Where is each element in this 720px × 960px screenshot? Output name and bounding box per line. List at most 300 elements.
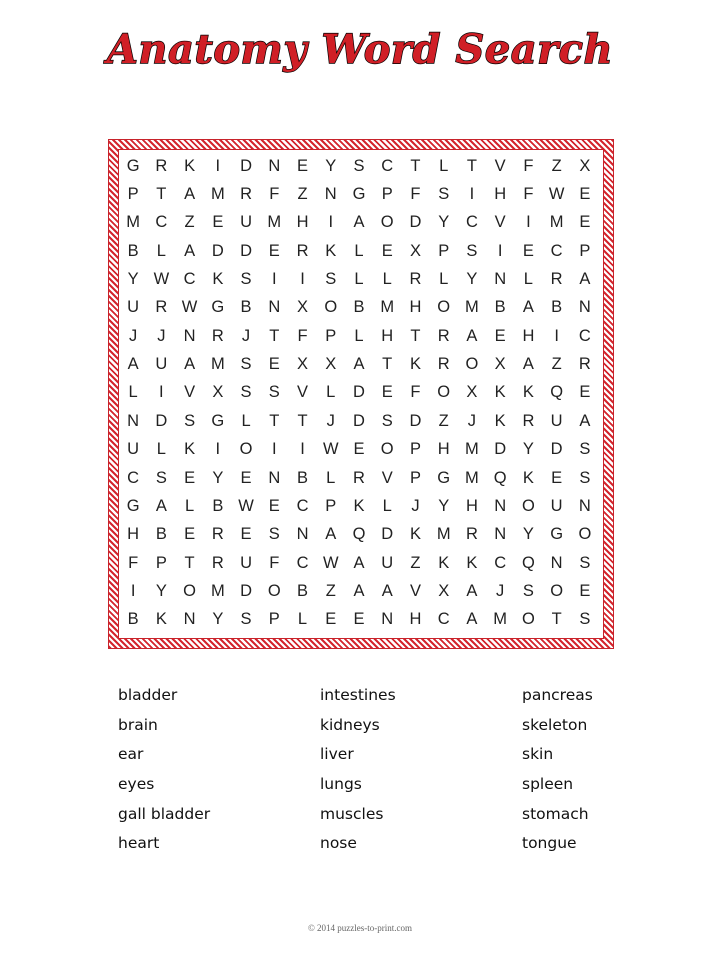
grid-letter: G [211,298,225,317]
grid-letter: U [127,440,140,459]
grid-letter: E [522,241,534,260]
grid-letter: M [436,525,451,544]
grid-letter: K [353,496,365,515]
grid-letter: I [469,185,475,204]
grid-letter: H [409,610,422,629]
grid-letter: Y [325,156,337,175]
grid-letter: N [183,326,196,345]
word-item: heart [118,834,160,853]
grid-letter: W [322,553,339,572]
grid-letter: S [325,270,337,289]
grid-letter: N [550,553,563,572]
grid-letter: R [578,355,591,374]
grid-letter: R [409,270,422,289]
grid-letter: K [494,383,506,402]
grid-letter: V [494,213,506,232]
grid-letter: S [240,270,252,289]
word-item: skin [522,745,554,764]
grid-letter: X [325,355,337,374]
grid-letter: Y [466,270,478,289]
grid-letter: G [550,525,564,544]
grid-letter: F [410,383,421,402]
grid-letter: P [325,326,337,345]
word-item: liver [320,745,354,764]
grid-letter: M [210,581,225,600]
grid-letter: E [240,525,252,544]
grid-letter: E [184,525,196,544]
grid-letter: P [325,496,337,515]
grid-letter: R [522,411,535,430]
grid-letter: J [241,326,251,345]
grid-letter: O [239,440,253,459]
grid-letter: X [438,581,450,600]
grid-letter: W [181,298,198,317]
grid-letter: H [409,298,422,317]
grid-letter: O [578,525,592,544]
grid-letter: E [212,213,224,232]
grid-letter: O [550,581,564,600]
grid-letter: N [268,298,281,317]
grid-letter: X [297,298,309,317]
grid-letter: A [184,241,196,260]
grid-letter: S [579,440,591,459]
grid-letter: K [184,156,196,175]
grid-letter: S [579,610,591,629]
grid-letter: D [240,156,253,175]
grid-letter: K [409,355,421,374]
grid-letter: F [297,326,308,345]
grid-letter: S [579,553,591,572]
grid-letter: A [522,355,534,374]
grid-letter: N [381,610,394,629]
grid-letter: Z [325,581,336,600]
grid-letter: E [268,496,280,515]
grid-letter: L [184,496,195,515]
grid-letter: L [354,326,364,345]
grid-letter: N [494,270,507,289]
grid-letter: Q [493,468,507,487]
word-item: gall bladder [118,804,211,823]
grid-letter: O [521,496,535,515]
grid-letter: N [324,185,337,204]
grid-letter: X [297,355,309,374]
grid-letter: M [210,185,225,204]
grid-letter: V [494,156,506,175]
grid-letter: L [439,270,449,289]
grid-letter: H [381,326,394,345]
grid-letter: A [127,355,139,374]
grid-letter: P [381,185,393,204]
grid-letter: D [211,241,224,260]
grid-letter: A [353,581,365,600]
grid-letter: M [493,610,508,629]
grid-letter: M [267,213,282,232]
grid-letter: G [211,411,225,430]
grid-letter: R [211,525,224,544]
word-item: tongue [522,834,577,853]
grid-letter: I [271,440,277,459]
grid-letter: I [215,156,221,175]
grid-letter: O [465,355,479,374]
grid-letter: Z [438,411,449,430]
grid-letter: R [155,156,168,175]
grid-letter: C [437,610,450,629]
grid-letter: I [130,581,136,600]
word-item: muscles [320,804,384,823]
grid-letter: E [579,185,591,204]
grid-letter: O [521,610,535,629]
grid-letter: F [410,185,421,204]
grid-letter: S [268,525,280,544]
grid-letter: S [240,610,252,629]
grid-letter: Y [522,440,534,459]
grid-letter: C [381,156,394,175]
grid-letter: R [437,355,450,374]
grid-letter: F [269,553,280,572]
grid-letter: U [550,496,563,515]
grid-letter: R [211,326,224,345]
grid-letter: S [381,411,393,430]
grid-letter: K [155,610,167,629]
grid-letter: D [353,383,365,402]
grid-letter: S [155,468,167,487]
grid-letter: U [550,411,563,430]
grid-letter: O [380,440,394,459]
grid-letter: R [465,525,478,544]
grid-letter: H [437,440,450,459]
word-item: stomach [522,804,589,823]
grid-letter: J [326,411,335,430]
grid-letter: O [267,581,281,600]
grid-letter: X [409,241,421,260]
grid-letter: S [240,383,252,402]
word-item: spleen [522,775,574,794]
grid-letter: L [439,156,449,175]
grid-letter: N [127,411,140,430]
word-item: lungs [320,775,362,794]
grid-letter: L [156,241,166,260]
grid-letter: E [353,610,365,629]
grid-letter: R [211,553,224,572]
word-item: nose [320,834,357,853]
grid-letter: L [156,440,166,459]
word-item: ear [118,745,144,764]
grid-letter: E [184,468,196,487]
grid-letter: L [128,383,138,402]
grid-letter: Q [521,553,535,572]
grid-letter: C [127,468,140,487]
word-list-column-3 [522,683,692,861]
grid-letter: Q [550,383,564,402]
grid-letter: J [128,326,138,345]
grid-letter: K [466,553,478,572]
word-list-column-1 [118,683,288,861]
grid-letter: M [210,355,225,374]
grid-letter: K [325,241,337,260]
grid-letter: R [353,468,365,487]
grid-letter: B [297,581,309,600]
grid-letter: K [212,270,224,289]
grid-letter: F [269,185,280,204]
grid-letter: H [522,326,535,345]
grid-letter: E [353,440,365,459]
grid-letter: A [184,185,196,204]
grid-letter: G [126,156,140,175]
word-item: brain [118,715,158,734]
grid-letter: Q [352,525,366,544]
grid-letter: Y [522,525,534,544]
grid-letter: E [551,468,563,487]
grid-letter: I [300,270,305,289]
grid-letter: E [268,241,280,260]
grid-letter: R [550,270,563,289]
word-list [118,683,638,863]
grid-letter: N [183,610,196,629]
grid-letter: J [411,496,420,515]
grid-letter: O [437,298,451,317]
grid-letter: I [328,213,334,232]
grid-letter: E [381,383,393,402]
grid-letter: T [269,411,280,430]
grid-letter: E [325,610,337,629]
grid-letter: W [238,496,254,515]
grid-letter: L [354,270,364,289]
grid-letter: N [268,468,281,487]
grid-letter: W [153,270,170,289]
grid-letter: A [522,298,534,317]
grid-letter: C [578,326,591,345]
grid-letter: N [578,496,591,515]
grid-letter: D [494,440,507,459]
grid-letter: Z [297,185,308,204]
grid-letter: V [409,581,421,600]
grid-letter: L [326,383,336,402]
grid-letter: Z [410,553,421,572]
grid-letter: B [127,610,139,629]
grid-letter: N [296,525,309,544]
grid-letter: T [297,411,308,430]
grid-letter: R [155,298,168,317]
grid-letter: D [381,525,394,544]
grid-letter: M [465,468,479,487]
grid-letter: U [155,355,168,374]
grid-letter: D [409,411,422,430]
word-item: intestines [320,686,396,704]
grid-letter: I [300,440,305,459]
grid-letter: C [550,241,563,260]
grid-letter: U [240,553,253,572]
grid-letter: Z [551,156,562,175]
grid-letter: J [157,326,166,345]
grid-letter: C [494,553,507,572]
grid-letter: D [550,440,563,459]
grid-letter: S [579,468,591,487]
grid-letter: P [268,610,280,629]
grid-letter: H [465,496,478,515]
grid-letter: Z [551,355,562,374]
grid-letter: S [184,411,196,430]
grid-letter: N [494,525,507,544]
grid-letter: D [240,581,253,600]
grid-letter: D [155,411,168,430]
grid-letter: A [184,355,196,374]
grid-letter: D [240,241,253,260]
grid-letter: T [551,610,562,629]
grid-letter: K [522,468,534,487]
grid-letter: L [523,270,533,289]
grid-letter: X [466,383,478,402]
grid-letter: A [579,270,591,289]
grid-letter: Y [212,610,224,629]
grid-letter: A [353,553,365,572]
grid-letter: A [579,411,591,430]
grid-letter: N [268,156,281,175]
grid-letter: L [382,270,392,289]
grid-letter: A [466,326,478,345]
grid-letter: H [296,213,309,232]
grid-letter: A [353,213,365,232]
grid-letter: G [352,185,366,204]
grid-letter: S [438,185,450,204]
grid-letter: B [155,525,167,544]
grid-letter: S [522,581,534,600]
grid-letter: R [296,241,309,260]
grid-letter: Y [155,581,167,600]
grid-letter: B [551,298,563,317]
grid-letter: T [156,185,167,204]
grid-letter: E [579,581,591,600]
grid-letter: C [296,496,309,515]
grid-letter: E [240,468,252,487]
grid-letter: N [494,496,507,515]
grid-letter: L [382,496,392,515]
grid-letter: J [496,581,505,600]
grid-letter: G [126,496,140,515]
grid-letter: N [578,298,591,317]
word-item: kidneys [320,715,380,734]
grid-letter: A [325,525,337,544]
grid-letter: L [297,610,308,629]
grid-letter: P [409,440,421,459]
word-item: pancreas [522,686,593,704]
grid-letter: P [579,241,591,260]
grid-letter: X [579,156,591,175]
grid-letter: P [127,185,139,204]
grid-letter: O [437,383,451,402]
grid-letter: L [241,411,251,430]
letter-grid [119,152,599,634]
grid-letter: B [297,468,309,487]
grid-letter: H [494,185,507,204]
grid-letter: C [296,553,309,572]
grid-letter: M [465,440,479,459]
grid-letter: J [467,411,477,430]
grid-letter: C [155,213,168,232]
grid-letter: T [466,156,477,175]
grid-letter: V [297,383,309,402]
grid-letter: R [240,185,253,204]
grid-letter: E [579,213,591,232]
grid-letter: C [183,270,196,289]
word-list-column-2 [320,683,490,861]
grid-letter: M [126,213,140,232]
grid-letter: C [465,213,478,232]
grid-letter: E [494,326,506,345]
grid-letter: E [268,355,280,374]
grid-letter: M [380,298,395,317]
grid-letter: H [127,525,140,544]
grid-letter: A [353,355,365,374]
grid-letter: V [381,468,393,487]
grid-letter: T [382,355,393,374]
grid-letter: G [437,468,451,487]
grid-letter: K [438,553,450,572]
grid-letter: Y [212,468,224,487]
word-item: skeleton [522,715,588,734]
grid-letter: I [497,241,503,260]
grid-letter: B [127,241,139,260]
page-title: Anatomy Word Search [106,26,614,73]
grid-letter: E [381,241,393,260]
grid-letter: P [409,468,421,487]
grid-letter: L [354,241,364,260]
grid-letter: P [155,553,167,572]
grid-letter: W [322,440,339,459]
grid-letter: T [410,326,421,345]
grid-letter: K [409,525,421,544]
grid-letter: T [269,326,280,345]
grid-letter: A [466,581,478,600]
grid-letter: O [380,213,394,232]
grid-letter: I [271,270,277,289]
grid-letter: U [127,298,140,317]
grid-letter: T [184,553,195,572]
grid-letter: S [353,156,365,175]
grid-letter: W [548,185,565,204]
grid-letter: D [409,213,422,232]
grid-letter: D [353,411,365,430]
grid-letter: A [155,496,167,515]
grid-letter: I [554,326,559,345]
grid-letter: I [526,213,531,232]
grid-letter: Y [438,496,450,515]
word-item: bladder [118,686,178,704]
grid-letter: O [324,298,338,317]
grid-letter: T [410,156,421,175]
grid-letter: A [381,581,393,600]
grid-letter: F [523,156,534,175]
grid-letter: U [240,213,253,232]
grid-letter: E [297,156,309,175]
grid-letter: K [184,440,196,459]
grid-letter: S [240,355,252,374]
grid-letter: S [466,241,478,260]
grid-letter: K [522,383,534,402]
word-item: eyes [118,775,155,794]
copyright-footer: © 2014 puzzles-to-print.com [307,923,413,933]
grid-letter: P [438,241,450,260]
grid-letter: V [184,383,196,402]
grid-letter: Z [184,213,195,232]
grid-letter: R [437,326,450,345]
grid-letter: F [128,553,139,572]
grid-letter: E [579,383,591,402]
grid-letter: B [212,496,224,515]
grid-letter: M [549,213,564,232]
grid-letter: X [494,355,506,374]
grid-letter: F [523,185,534,204]
grid-letter: Y [438,213,450,232]
